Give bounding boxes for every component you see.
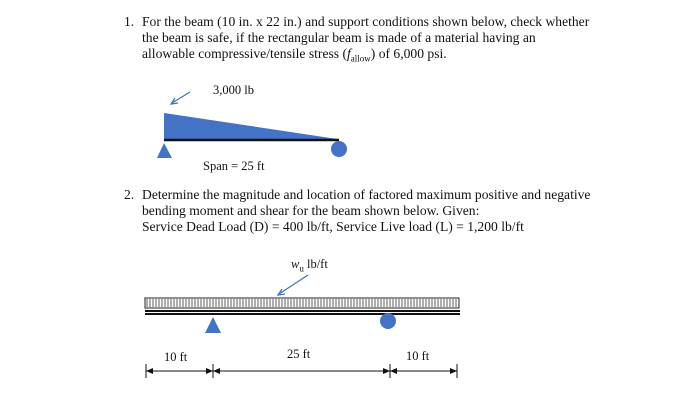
triangular-load (164, 113, 337, 139)
roller-support-2 (380, 313, 396, 329)
pin-support-1 (157, 143, 172, 158)
load-label-1: 3,000 lb (213, 83, 254, 97)
dim-arrow-5 (390, 368, 397, 374)
dim-arrow-3 (213, 368, 220, 374)
dimension-label-left: 10 ft (164, 350, 188, 364)
span-label: Span = 25 ft (203, 159, 265, 173)
problem-1-number: 1. (124, 14, 135, 29)
dimension-label-middle: 25 ft (287, 347, 311, 361)
problem-2-line-3: Service Dead Load (D) = 400 lb/ft, Service Live load (L) = 1,200 lb/ft (142, 219, 524, 234)
pin-support-2 (205, 317, 221, 333)
problem-2-line-2: bending moment and shear for the beam shown below. Given: (142, 203, 480, 218)
problem-2-line-1: Determine the magnitude and location of factored maximum positive and negative (142, 187, 591, 202)
problem-1-line-3: allowable compressive/tensile stress $(f_{allow})$ of 6,000 psi. (142, 46, 447, 64)
problem-1-line-2: the beam is safe, if the rectangular beam is made of a material having an (142, 30, 536, 45)
dim-arrow-6 (450, 368, 457, 374)
dimension-label-right: 10 ft (406, 349, 430, 363)
load-arrow-1 (172, 92, 190, 103)
load-label-2: $w_u$ lb/ft (291, 257, 328, 274)
dim-arrow-4 (383, 368, 390, 374)
dim-arrow-2 (206, 368, 213, 374)
problem-2-number: 2. (124, 187, 135, 202)
problem-1-line-1: For the beam (10 in. x 22 in.) and support conditions shown below, check whether (142, 14, 590, 29)
roller-support-1 (331, 141, 347, 157)
dim-arrow-1 (146, 368, 153, 374)
load-arrow-2 (279, 275, 308, 294)
